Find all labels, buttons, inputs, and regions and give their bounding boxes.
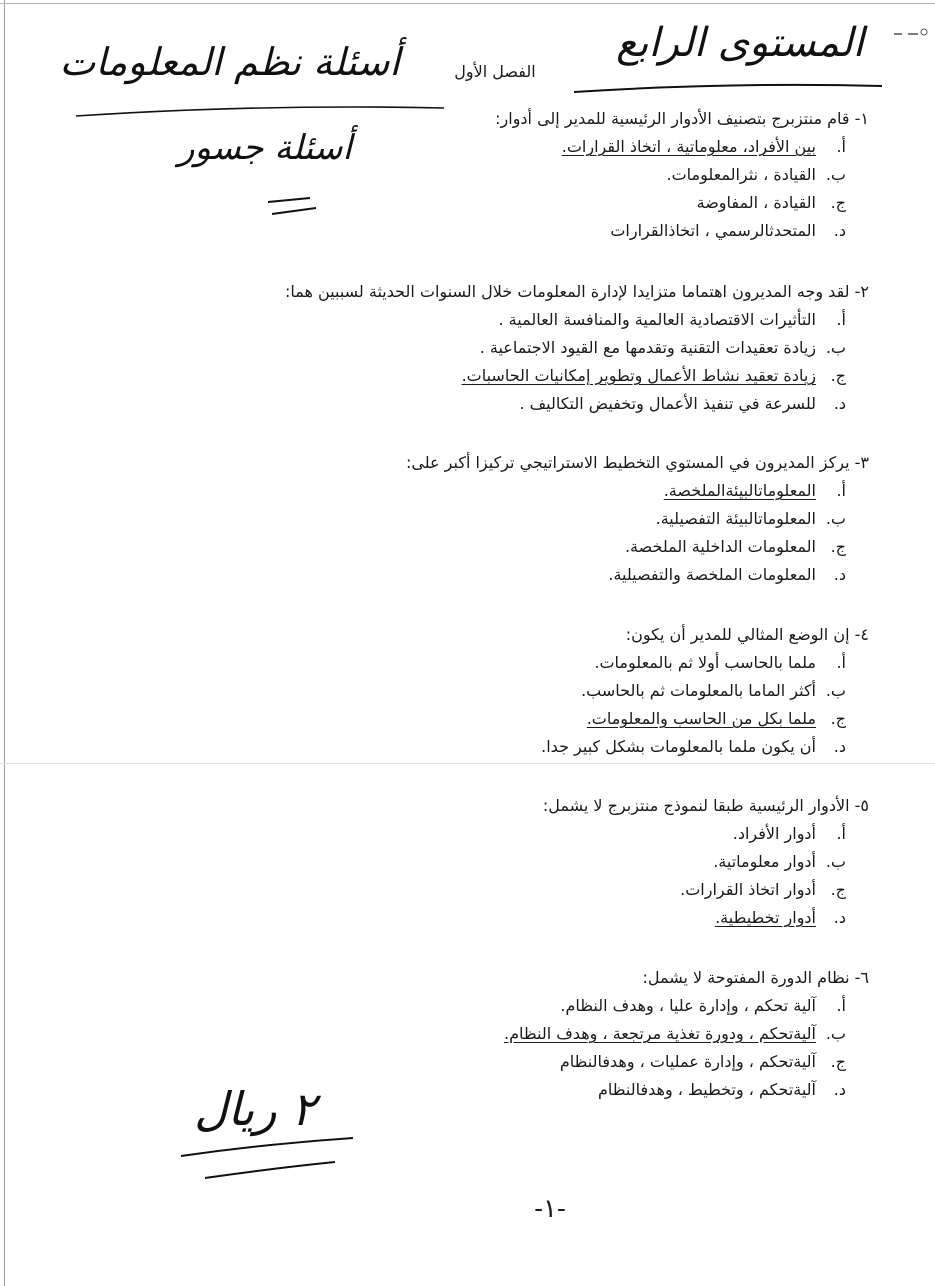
question-1-text: [495, 108, 869, 130]
question-6-text: [504, 967, 869, 989]
option-b: [495, 164, 846, 192]
option-b: [541, 680, 846, 708]
option-d: [504, 1079, 846, 1107]
option-d: [495, 220, 846, 248]
option-text: ملما بالحاسب أولا ثم بالمعلومات.: [594, 653, 816, 672]
tag-scribble: [262, 194, 322, 220]
question-5: [543, 795, 869, 935]
option-letter: د.: [833, 394, 846, 413]
option-letter: أ.: [836, 137, 846, 156]
option-letter: أ.: [836, 996, 846, 1015]
option-a: [285, 309, 846, 337]
corner-mark-icon: [890, 24, 930, 44]
option-letter: أ.: [836, 824, 846, 843]
question-prompt: إن الوضع المثالي للمدير أن يكون:: [625, 625, 850, 644]
price-handwritten: ٢ ريال: [194, 1082, 316, 1136]
option-text: المعلومات الداخلية الملخصة.: [624, 537, 816, 556]
option-letter: د.: [833, 1080, 846, 1099]
option-text: زيادة تعقيدات التقنية وتقدمها مع القيود الاجتماعية .: [479, 338, 816, 357]
question-number: ٣-: [854, 453, 869, 472]
option-text-answer: بين الأفراد، معلوماتية ، اتخاذ القرارات.: [561, 137, 816, 156]
option-letter: ب.: [825, 1024, 846, 1043]
options-list: [285, 309, 869, 421]
option-text: أدوار الأفراد.: [732, 824, 816, 843]
option-c: [285, 365, 846, 393]
question-number: ٢-: [854, 282, 869, 301]
options-list: [406, 480, 869, 592]
options-list: [541, 652, 869, 764]
option-b: [543, 851, 846, 879]
option-letter: أ.: [836, 481, 846, 500]
option-text: آليةتحكم ، وإدارة عمليات ، وهدفالنظام: [559, 1052, 816, 1071]
option-text: أدوار اتخاذ القرارات.: [680, 880, 816, 899]
question-number: ٦-: [854, 968, 869, 987]
question-3-text: [406, 452, 869, 474]
option-d: [285, 393, 846, 421]
option-text: التأثيرات الاقتصادية العالمية والمنافسة العالمية .: [498, 310, 816, 329]
option-text: آليةتحكم ، وتخطيط ، وهدفالنظام: [597, 1080, 816, 1099]
option-a: [543, 823, 846, 851]
subject-handwritten: أسئلة نظم المعلومات: [59, 40, 400, 84]
option-letter: ب.: [825, 509, 846, 528]
question-4-text: [541, 624, 869, 646]
option-text: القيادة ، المفاوضة: [696, 193, 816, 212]
question-1: [495, 108, 869, 248]
option-text: أكثر الماما بالمعلومات ثم بالحاسب.: [581, 681, 816, 700]
question-prompt: لقد وجه المديرون اهتماما متزايدا لإدارة المعلومات خلال السنوات الحديثة لسببين هما:: [284, 282, 850, 301]
option-d: [541, 736, 846, 764]
option-text: المتحدثالرسمي ، اتخاذالقرارات: [610, 221, 816, 240]
option-letter: د.: [833, 737, 846, 756]
option-text: القيادة ، نثرالمعلومات.: [666, 165, 816, 184]
option-text: للسرعة في تنفيذ الأعمال وتخفيض التكاليف .: [519, 394, 816, 413]
option-text-answer: آليةتحكم ، ودورة تغذية مرتجعة ، وهدف النظام.: [504, 1024, 816, 1043]
question-3: [406, 452, 869, 592]
option-a: [495, 136, 846, 164]
option-letter: ج.: [830, 1052, 846, 1071]
option-text-answer: زيادة تعقيد نشاط الأعمال وتطوير إمكانيات الحاسبات.: [461, 366, 816, 385]
option-text-answer: ملما بكل من الحاسب والمعلومات.: [586, 709, 816, 728]
option-text-answer: أدوار تخطيطية.: [715, 908, 816, 927]
question-prompt: قام منتزبرج بتصنيف الأدوار الرئيسية للمدير إلى أدوار:: [495, 109, 850, 128]
options-list: [504, 995, 869, 1107]
question-number: ١-: [854, 109, 869, 128]
chapter-title: الفصل الأول: [454, 62, 536, 81]
option-letter: ج.: [830, 193, 846, 212]
option-text: المعلومات الملخصة والتفصيلية.: [608, 565, 816, 584]
question-6: [504, 967, 869, 1107]
option-b: [285, 337, 846, 365]
question-prompt: نظام الدورة المفتوحة لا يشمل:: [642, 968, 850, 987]
option-text: آلية تحكم ، وإدارة عليا ، وهدف النظام.: [560, 996, 816, 1015]
option-letter: د.: [833, 221, 846, 240]
question-4: [541, 624, 869, 764]
page-top-edge: [0, 3, 935, 4]
tag-handwritten: أسئلة جسور: [178, 128, 352, 168]
question-2: [285, 281, 869, 421]
option-a: [406, 480, 846, 508]
option-a: [504, 995, 846, 1023]
option-text: أدوار معلوماتية.: [713, 852, 816, 871]
option-c: [406, 536, 846, 564]
option-letter: أ.: [836, 653, 846, 672]
option-letter: ج.: [830, 880, 846, 899]
question-prompt: الأدوار الرئيسية طبقا لنموذج منتزبرج لا يشمل:: [542, 796, 850, 815]
options-list: [495, 136, 869, 248]
page-number: -١-: [534, 1194, 566, 1224]
option-c: [495, 192, 846, 220]
option-a: [541, 652, 846, 680]
options-list: [543, 823, 869, 935]
price-underline: [175, 1134, 360, 1184]
option-letter: ج.: [830, 537, 846, 556]
question-5-text: [543, 795, 869, 817]
option-b: [504, 1023, 846, 1051]
option-letter: ب.: [825, 681, 846, 700]
option-d: [543, 907, 846, 935]
option-letter: ب.: [825, 338, 846, 357]
question-prompt: يركز المديرون في المستوي التخطيط الاستراتيجي تركيزا أكبر على:: [406, 453, 850, 472]
option-letter: ب.: [825, 165, 846, 184]
option-letter: أ.: [836, 310, 846, 329]
option-text: المعلوماتالبيئة التفصيلية.: [655, 509, 816, 528]
level-handwritten: المستوى الرابع: [616, 20, 864, 66]
header-divider: [70, 98, 450, 124]
option-letter: د.: [833, 565, 846, 584]
option-c: [504, 1051, 846, 1079]
option-b: [406, 508, 846, 536]
question-number: ٥-: [854, 796, 869, 815]
option-letter: ج.: [830, 366, 846, 385]
option-c: [543, 879, 846, 907]
option-letter: ج.: [830, 709, 846, 728]
option-letter: ب.: [825, 852, 846, 871]
option-text-answer: المعلوماتالبيئةالملخصة.: [663, 481, 816, 500]
level-underline: [570, 70, 890, 100]
option-letter: د.: [833, 908, 846, 927]
option-d: [406, 564, 846, 592]
option-c: [541, 708, 846, 736]
question-number: ٤-: [854, 625, 869, 644]
question-2-text: [285, 281, 869, 303]
page-left-edge: [4, 0, 5, 1286]
option-text: أن يكون ملما بالمعلومات بشكل كبير جدا.: [541, 737, 816, 756]
